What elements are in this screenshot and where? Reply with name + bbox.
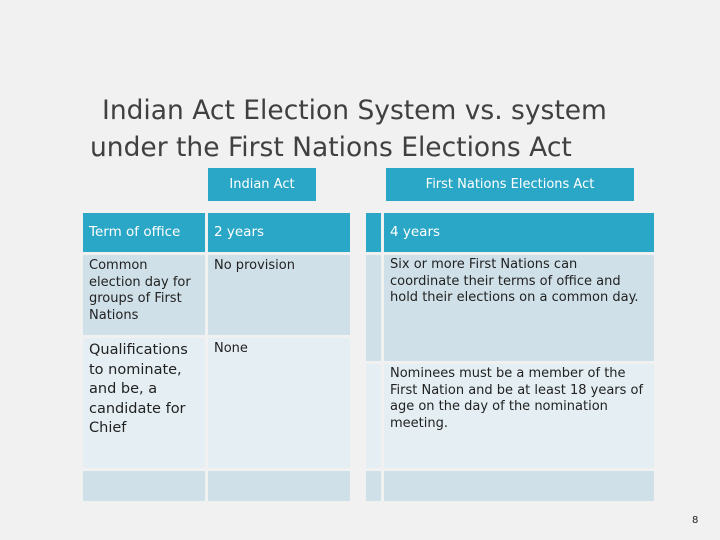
- row-label-term-of-office: Term of office: [83, 213, 205, 252]
- empty-cell: [208, 471, 350, 501]
- empty-cell: [384, 471, 654, 501]
- cell-fn-act-common-day: Six or more First Nations can coordinate their terms of office and hold their elections on a common day.: [384, 255, 654, 361]
- header-first-nations-elections-act: First Nations Elections Act: [386, 168, 634, 201]
- spacer-cell: [366, 364, 381, 468]
- empty-cell: [366, 471, 381, 501]
- empty-cell: [83, 471, 205, 501]
- slide-title-line-2: under the First Nations Elections Act: [90, 132, 572, 163]
- cell-fn-act-qualifications: Nominees must be a member of the First Nation and be at least 18 years of age on the day of the nomination meeting.: [384, 364, 654, 468]
- row-label-qualifications: Qualifications to nominate, and be, a candidate for Chief: [83, 338, 205, 468]
- cell-fn-act-term: 4 years: [384, 213, 654, 252]
- slide-title: [90, 92, 650, 166]
- header-indian-act: Indian Act: [208, 168, 316, 201]
- cell-indian-act-common-day: No provision: [208, 255, 350, 335]
- page-number: 8: [692, 515, 699, 526]
- slide-title-line-1: Indian Act Election System vs. system: [102, 95, 607, 126]
- cell-indian-act-qualifications: None: [208, 338, 350, 468]
- cell-indian-act-term: 2 years: [208, 213, 350, 252]
- spacer-cell: [366, 255, 381, 361]
- row-label-common-election-day: Common election day for groups of First Nations: [83, 255, 205, 335]
- spacer-cell: [366, 213, 381, 252]
